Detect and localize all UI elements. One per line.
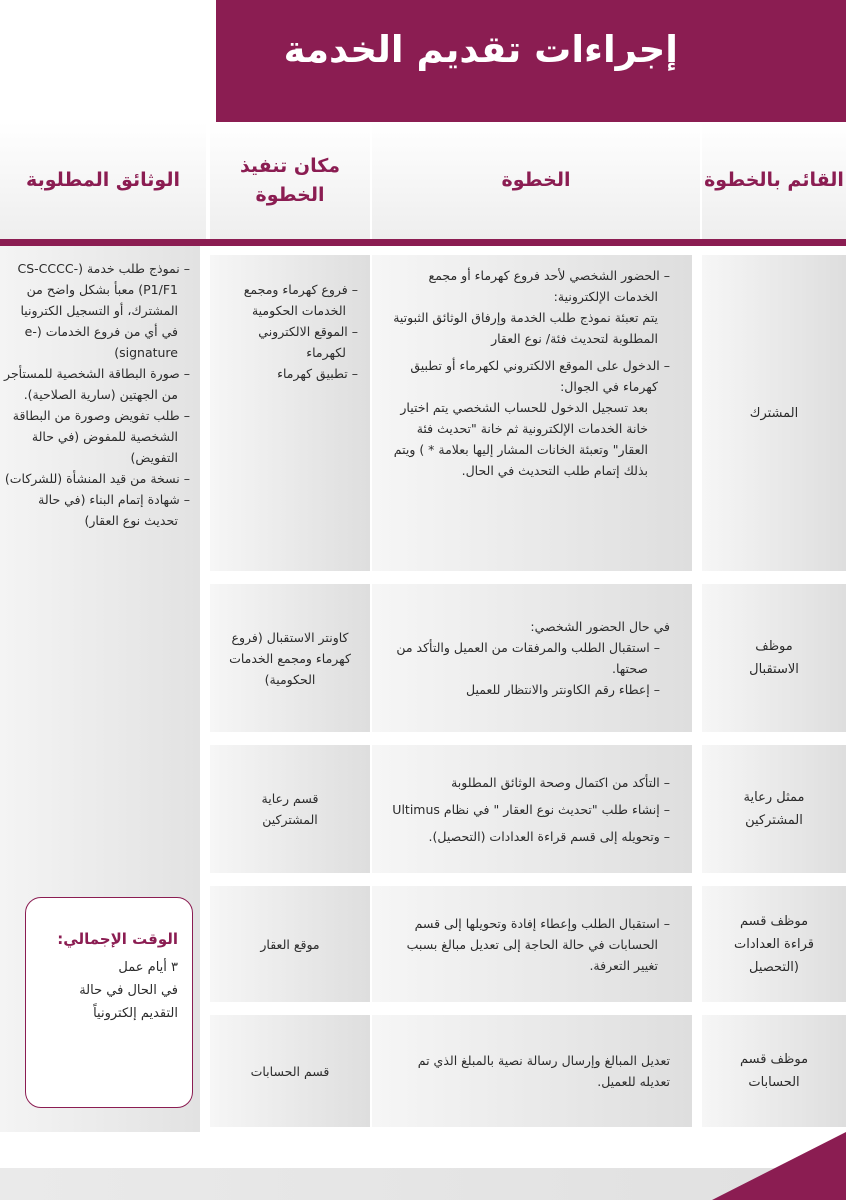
- table-row-2-location: كاونتر الاستقبال (فروع كهرماء ومجمع الخدمات الحكومية): [210, 584, 370, 732]
- documents-list: [4, 258, 190, 531]
- column-header-actor: القائم بالخطوة: [702, 122, 846, 239]
- total-time-body: ٣ أيام عمل في الحال في حالة التقديم إلكترونياً: [79, 960, 178, 1021]
- table-row-4-step: – استقبال الطلب وإعطاء إفادة وتحويلها إلى قسم الحسابات في حالة الحاجة إلى تعديل مبالغ بسبب تغيير التعرفة.: [372, 886, 692, 1002]
- list-item: – صورة البطاقة الشخصية للمستأجر من الجهتين (سارية الصلاحية).: [4, 366, 190, 402]
- table-row-5-location: قسم الحسابات: [210, 1015, 370, 1127]
- table-row-1-step: – الحضور الشخصي لأحد فروع كهرماء أو مجمع الخدمات الإلكترونية: يتم تعبئة نموذج طلب الخدمة وإرفاق الوثائق الثبوتية المطلوبة لتحديث فئة/ نوع العقار – الدخول على الموقع الالكتروني لكهرماء أو تطبيق كهرماء في الجوال: بعد تسجيل الدخول للحساب الشخصي يتم اختيار خانة الخدمات الإلكترونية ثم خانة "تحديث فئة العقار" وتعبئة الخانات المشار إليها بعلامة * ) ويتم بذلك إتمام طلب التحديث في الحال.: [372, 255, 692, 571]
- table-row-3-actor: ممثل رعاية المشتركين: [702, 745, 846, 873]
- page-title: إجراءات تقديم الخدمة: [283, 28, 678, 71]
- table-row-5-actor: موظف قسم الحسابات: [702, 1015, 846, 1127]
- table-row-3-location: قسم رعاية المشتركين: [210, 745, 370, 873]
- table-row-4-location: موقع العقار: [210, 886, 370, 1002]
- total-time-box: [25, 897, 193, 1108]
- table-row-1-actor: المشترك: [702, 255, 846, 571]
- table-row-1-location: – فروع كهرماء ومجمع الخدمات الحكومية – الموقع الالكتروني لكهرماء – تطبيق كهرماء: [210, 255, 370, 571]
- header-band: [216, 0, 846, 122]
- list-item: – نموذج طلب خدمة (CS-CCCC-P1/F1) معبأ بشكل واضح من المشترك، أو التسجيل الكترونيا في أي من فروع الخدمات (e-signature): [17, 261, 190, 360]
- table-row-5-step: تعديل المبالغ وإرسال رسالة نصية بالمبلغ الذي تم تعديله للعميل.: [372, 1015, 692, 1127]
- table-row-3-step: – التأكد من اكتمال وصحة الوثائق المطلوبة – إنشاء طلب "تحديث نوع العقار " في نظام Ultimus – وتحويله إلى قسم قراءة العدادات (التحصيل).: [372, 745, 692, 873]
- column-header-step: الخطوة: [372, 122, 700, 239]
- header-divider: [0, 239, 846, 246]
- table-row-4-actor: موظف قسم قراءة العدادات (التحصيل: [702, 886, 846, 1002]
- footer-accent: [712, 1132, 846, 1200]
- footer-band: [0, 1168, 846, 1200]
- total-time-title: الوقت الإجمالي:: [57, 930, 178, 948]
- column-header-documents: الوثائق المطلوبة: [0, 122, 206, 239]
- list-item: – شهادة إتمام البناء (في حالة تحديث نوع العقار): [38, 492, 190, 528]
- column-header-location: مكان تنفيذ الخطوة: [210, 122, 370, 239]
- list-item: – طلب تفويض وصورة من البطاقة الشخصية للمفوض (في حالة التفويض): [12, 408, 190, 465]
- list-item: – نسخة من قيد المنشأة (للشركات): [4, 471, 190, 486]
- table-row-2-actor: موظف الاستقبال: [702, 584, 846, 732]
- table-row-2-step: في حال الحضور الشخصي: – استقبال الطلب والمرفقات من العميل والتأكد من صحتها. – إعطاء رقم الكاونتر والانتظار للعميل: [372, 584, 692, 732]
